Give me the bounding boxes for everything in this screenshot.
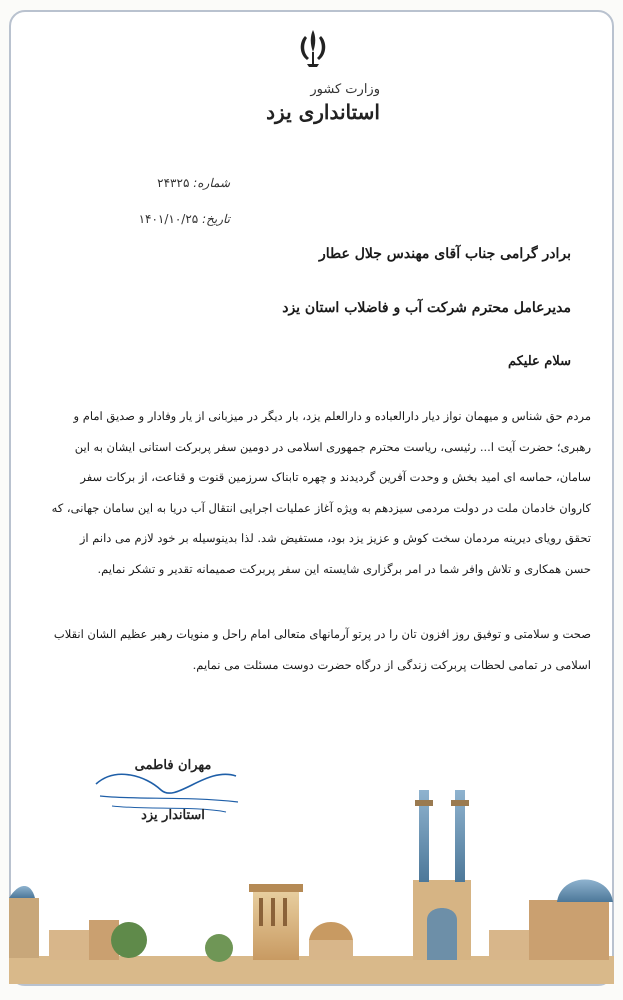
- yazd-skyline-illustration: [9, 780, 614, 984]
- iran-emblem-icon: [293, 26, 333, 70]
- body-paragraph-1: مردم حق شناس و میهمان نواز دیار دارالعباده و دارالعلم یزد، بار دیگر در میزبانی از یار وفادار و صدیق امام و رهبری؛ حضرت آیت ا... رئیسی، ریاست محترم جمهوری اسلامی در دومین سفر پربرکت استانی ایشان به این سامان، حماسه ای امید بخش و وحدت آفرین گردیدند و چهره تابناک سرزمین قنوت و قناعت، از برکات سفر کاروان خادمان ملت در دولت مردمی سیزدهم به ویژه آغاز عملیات اجرایی انتقال آب دریا به این سامان جهانی، که تحقق رویای دیرینه مردمان سخت کوش و عزیز یزد بود، مستفیض شد. لذا بدینوسیله بر خود لازم می دانم از حسن همکاری و تلاش وافر شما در امر برگزاری شایسته این سفر پربرکت صمیمانه تقدیر و تشکر نمایم.: [51, 409, 591, 576]
- letter-date: [110, 212, 230, 226]
- signer-title: استاندار یزد: [141, 808, 205, 823]
- number-label: شماره:: [193, 176, 230, 190]
- governorate-name: استانداری یزد: [266, 100, 380, 124]
- signer-name: مهران فاطمی: [134, 758, 212, 773]
- ministry-name: وزارت کشور: [310, 82, 380, 97]
- date-value: ۱۴۰۱/۱۰/۲۵: [138, 212, 199, 226]
- date-label: تاریخ:: [202, 212, 230, 226]
- recipient-position: مدیرعامل محترم شرکت آب و فاضلاب استان یزد: [282, 300, 571, 316]
- recipient-line: برادر گرامی جناب آقای مهندس جلال عطار: [319, 246, 571, 262]
- letter-number: [110, 176, 230, 190]
- body-paragraph-2: صحت و سلامتی و توفیق روز افزون تان را در پرتو آرمانهای متعالی امام راحل و منویات رهبر عظیم الشان انقلاب اسلامی در تمامی لحظات پربرکت زندگی از درگاه حضرت دوست مسئلت می نمایم.: [53, 627, 591, 672]
- greeting: سلام علیکم: [507, 354, 571, 369]
- number-value: ۲۴۳۲۵: [157, 176, 190, 190]
